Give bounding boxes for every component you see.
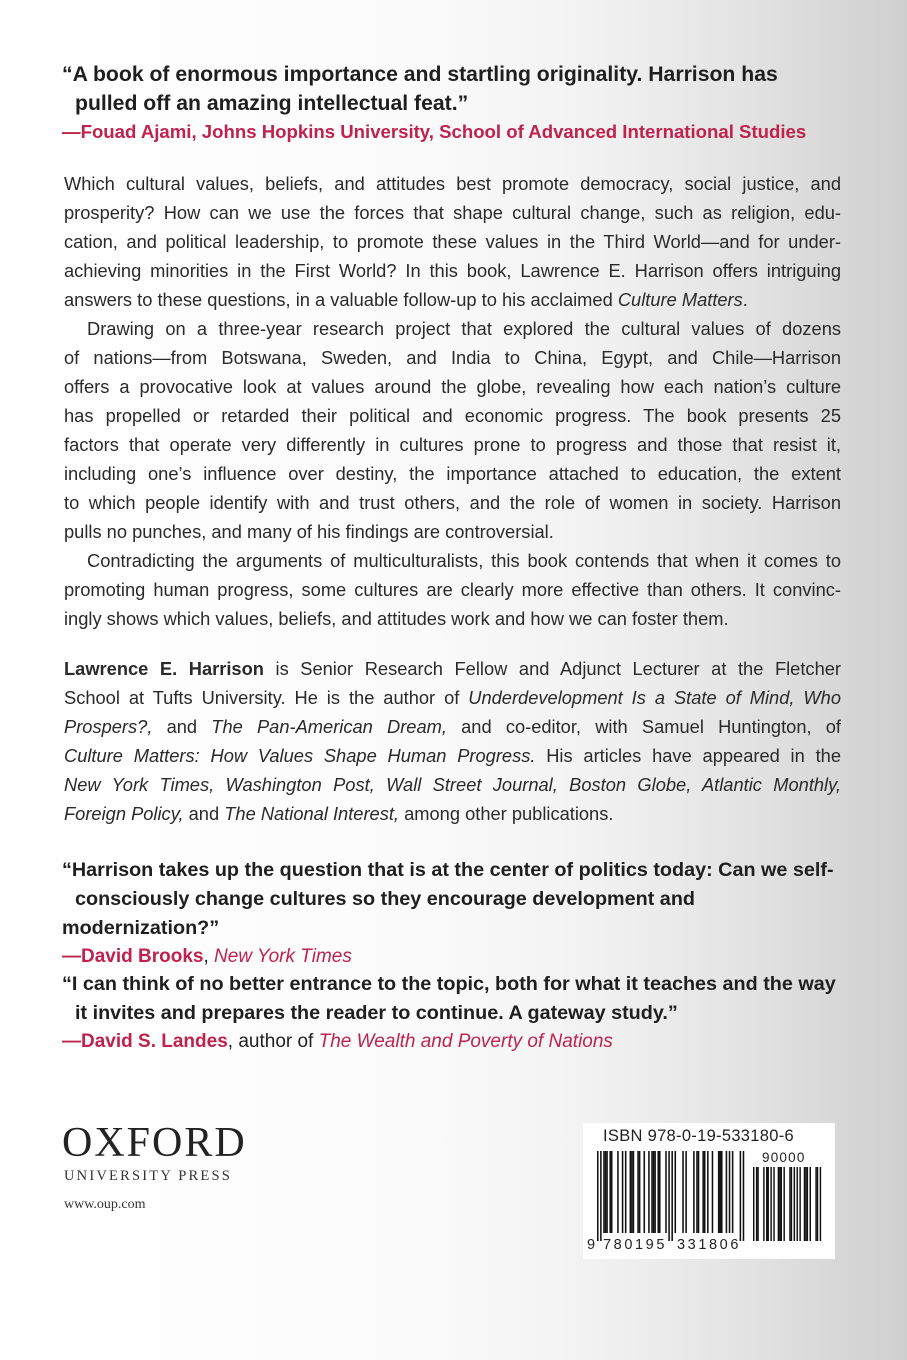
barcode-bar bbox=[702, 1151, 704, 1233]
barcode-bar bbox=[605, 1151, 607, 1233]
barcode-bar bbox=[685, 1151, 687, 1233]
text-line: prosperity? How can we use the forces that shape cultural change, such as religion, edu- bbox=[64, 202, 841, 223]
barcode-bar bbox=[719, 1151, 721, 1233]
barcode-bar bbox=[606, 1151, 608, 1233]
text-line: Which cultural values, beliefs, and attitudes best promote democracy, social justice, and bbox=[64, 173, 841, 194]
quote-david-landes bbox=[62, 970, 851, 1056]
addon-barcode-bar bbox=[820, 1167, 821, 1241]
barcode-bar bbox=[732, 1151, 734, 1233]
quote-david-brooks bbox=[62, 856, 851, 971]
addon-barcode-bar bbox=[766, 1167, 767, 1241]
addon-barcode-bar bbox=[799, 1167, 800, 1241]
barcode-bar bbox=[729, 1151, 731, 1233]
text-line: cation, and political leadership, to promote these values in the Third World—and for under- bbox=[64, 231, 841, 252]
quote-attribution: —Fouad Ajami, Johns Hopkins University, School of Advanced International Studies bbox=[62, 121, 807, 142]
addon-barcode-bar bbox=[810, 1167, 811, 1241]
quote-line: “A book of enormous importance and startling originality. Harrison has bbox=[62, 63, 778, 86]
quote-text bbox=[62, 60, 851, 118]
barcode-bar bbox=[653, 1151, 655, 1233]
isbn-barcode-box bbox=[583, 1123, 835, 1259]
text-line: achieving minorities in the First World? In this book, Lawrence E. Harrison offers intriguing bbox=[64, 260, 841, 281]
quote-line: consciously change cultures so they encourage development and modernization?” bbox=[62, 888, 695, 939]
text-line: offers a provocative look at values around the globe, revealing how each nation’s culture bbox=[64, 376, 841, 397]
barcode-bar bbox=[611, 1151, 613, 1233]
barcode-guard-bar bbox=[671, 1151, 673, 1241]
text-line: promoting human progress, some cultures are clearly more effective than others. It convinc- bbox=[64, 579, 841, 600]
barcode-bar bbox=[625, 1151, 627, 1233]
addon-barcode-bar bbox=[805, 1167, 806, 1241]
publisher-logo bbox=[62, 1122, 247, 1213]
text-line: Drawing on a three-year research project that explored the cultural values of dozens bbox=[87, 318, 841, 339]
barcode-guard-bar bbox=[668, 1151, 670, 1241]
addon-barcode-bar bbox=[797, 1167, 798, 1241]
description-paragraph-2 bbox=[64, 314, 841, 546]
text-line: answers to these questions, in a valuable follow-up to his acclaimed Culture Matters. bbox=[64, 289, 748, 310]
barcode-bar bbox=[630, 1151, 632, 1233]
text-line: Prospers?, and The Pan-American Dream, and co-editor, with Samuel Huntington, of bbox=[64, 716, 842, 737]
quote-line: pulled off an amazing intellectual feat.” bbox=[75, 92, 469, 115]
isbn-number: ISBN 978-0-19-533180-6 bbox=[603, 1127, 794, 1145]
text-line: of nations—from Botswana, Sweden, and India to China, Egypt, and Chile—Harrison bbox=[64, 347, 841, 368]
barcode-bar bbox=[693, 1151, 695, 1233]
addon-barcode-bar bbox=[753, 1167, 754, 1241]
barcode-bar bbox=[682, 1151, 684, 1233]
barcode-guard-bar bbox=[600, 1151, 602, 1241]
ean-first-digit: 9 bbox=[587, 1237, 596, 1253]
quote-line: “Harrison takes up the question that is at the center of politics today: Can we self- bbox=[62, 859, 834, 881]
quote-text bbox=[62, 970, 851, 1028]
text-line: including one’s influence over destiny, the importance attached to education, the extent bbox=[64, 463, 841, 484]
addon-barcode-bar bbox=[789, 1167, 790, 1241]
barcode-bar bbox=[651, 1151, 653, 1233]
addon-barcode-bar bbox=[781, 1167, 782, 1241]
addon-barcode-bar bbox=[763, 1167, 764, 1241]
barcode-bar bbox=[633, 1151, 635, 1233]
publisher-name: OXFORD bbox=[62, 1120, 247, 1166]
addon-barcode-bar bbox=[779, 1167, 780, 1241]
description-paragraph-3 bbox=[64, 546, 841, 633]
addon-barcode-bar bbox=[815, 1167, 816, 1241]
addon-barcode-bar bbox=[783, 1167, 784, 1241]
barcode-bar bbox=[665, 1151, 667, 1233]
book-title-culture-matters: Culture Matters bbox=[617, 289, 743, 310]
author-name: Lawrence E. Harrison bbox=[64, 658, 264, 679]
text-line: ingly shows which values, beliefs, and attitudes work and how we can foster them. bbox=[64, 608, 729, 629]
barcode-bar bbox=[654, 1151, 656, 1233]
price-addon-digits: 90000 bbox=[762, 1150, 806, 1165]
barcode-bar bbox=[639, 1151, 641, 1233]
barcode-bar bbox=[675, 1151, 677, 1233]
text-line: New York Times, Washington Post, Wall Street Journal, Boston Globe, Atlantic Monthly, bbox=[64, 774, 841, 795]
addon-barcode-bar bbox=[817, 1167, 818, 1241]
barcode-bar bbox=[631, 1151, 633, 1233]
barcode-bar bbox=[603, 1151, 605, 1233]
ean-left-group: 780195 bbox=[603, 1237, 667, 1253]
text-line: to which people identify with and trust others, and the role of women in society. Harrison bbox=[64, 492, 841, 513]
quote-text bbox=[62, 856, 851, 943]
addon-barcode-bar bbox=[778, 1167, 779, 1241]
quote-fouad-ajami bbox=[62, 60, 851, 146]
addon-barcode-bar bbox=[756, 1167, 757, 1241]
barcode-bar bbox=[718, 1151, 720, 1233]
text-line: Lawrence E. Harrison is Senior Research Fellow and Adjunct Lecturer at the Fletcher bbox=[64, 658, 841, 679]
text-line: School at Tufts University. He is the author of Underdevelopment Is a State of Mind, Who bbox=[64, 687, 841, 708]
barcode-bar bbox=[707, 1151, 709, 1233]
barcode-guard-bar bbox=[740, 1151, 742, 1241]
barcode-bar bbox=[726, 1151, 728, 1233]
text-line: factors that operate very differently in cultures prone to progress and those that resist it, bbox=[64, 434, 841, 455]
ean-right-group: 331806 bbox=[677, 1237, 741, 1253]
barcode-bar bbox=[698, 1151, 700, 1233]
text-line: pulls no punches, and many of his findings are controversial. bbox=[64, 521, 554, 542]
barcode-guard-bar bbox=[597, 1151, 599, 1241]
text-line: Foreign Policy, and The National Interest, among other publications. bbox=[64, 803, 614, 824]
addon-barcode-bar bbox=[768, 1167, 769, 1241]
addon-barcode-bar bbox=[757, 1167, 758, 1241]
addon-barcode-bar bbox=[807, 1167, 808, 1241]
addon-barcode-bar bbox=[791, 1167, 792, 1241]
barcode-bar bbox=[659, 1151, 661, 1233]
author-bio bbox=[64, 654, 841, 828]
description-paragraph-1 bbox=[64, 169, 841, 314]
barcode-bar bbox=[648, 1151, 650, 1233]
barcode-bar bbox=[617, 1151, 619, 1233]
addon-barcode-bar bbox=[773, 1167, 774, 1241]
text-line: has propelled or retarded their political and economic progress. The book presents 25 bbox=[64, 405, 841, 426]
quote-attribution: —David S. Landes, author of The Wealth and Poverty of Nations bbox=[62, 1031, 613, 1052]
publisher-press: UNIVERSITY PRESS bbox=[64, 1168, 233, 1184]
barcode-bar bbox=[696, 1151, 698, 1233]
barcode-guard-bar bbox=[743, 1151, 745, 1241]
barcode-bar bbox=[609, 1151, 611, 1233]
barcode-bar bbox=[637, 1151, 639, 1233]
text-line: Culture Matters: How Values Shape Human Progress. His articles have appeared in the bbox=[64, 745, 841, 766]
barcode-bar bbox=[657, 1151, 659, 1233]
barcode-bar bbox=[622, 1151, 624, 1233]
publisher-url: www.oup.com bbox=[64, 1197, 146, 1212]
barcode-bar bbox=[704, 1151, 706, 1233]
addon-barcode-bar bbox=[794, 1167, 795, 1241]
quote-attribution: —David Brooks, New York Times bbox=[62, 946, 352, 967]
barcode-bar bbox=[721, 1151, 723, 1233]
text-line: Contradicting the arguments of multiculturalists, this book contends that when it comes to bbox=[87, 550, 841, 571]
book-description bbox=[64, 169, 841, 633]
barcode-bar bbox=[712, 1151, 714, 1233]
quote-line: it invites and prepares the reader to continue. A gateway study.” bbox=[75, 1002, 678, 1024]
quote-line: “I can think of no better entrance to the topic, both for what it teaches and the way bbox=[62, 973, 836, 995]
addon-barcode-bar bbox=[804, 1167, 805, 1241]
barcode-bar bbox=[644, 1151, 646, 1233]
addon-barcode-bar bbox=[770, 1167, 771, 1241]
